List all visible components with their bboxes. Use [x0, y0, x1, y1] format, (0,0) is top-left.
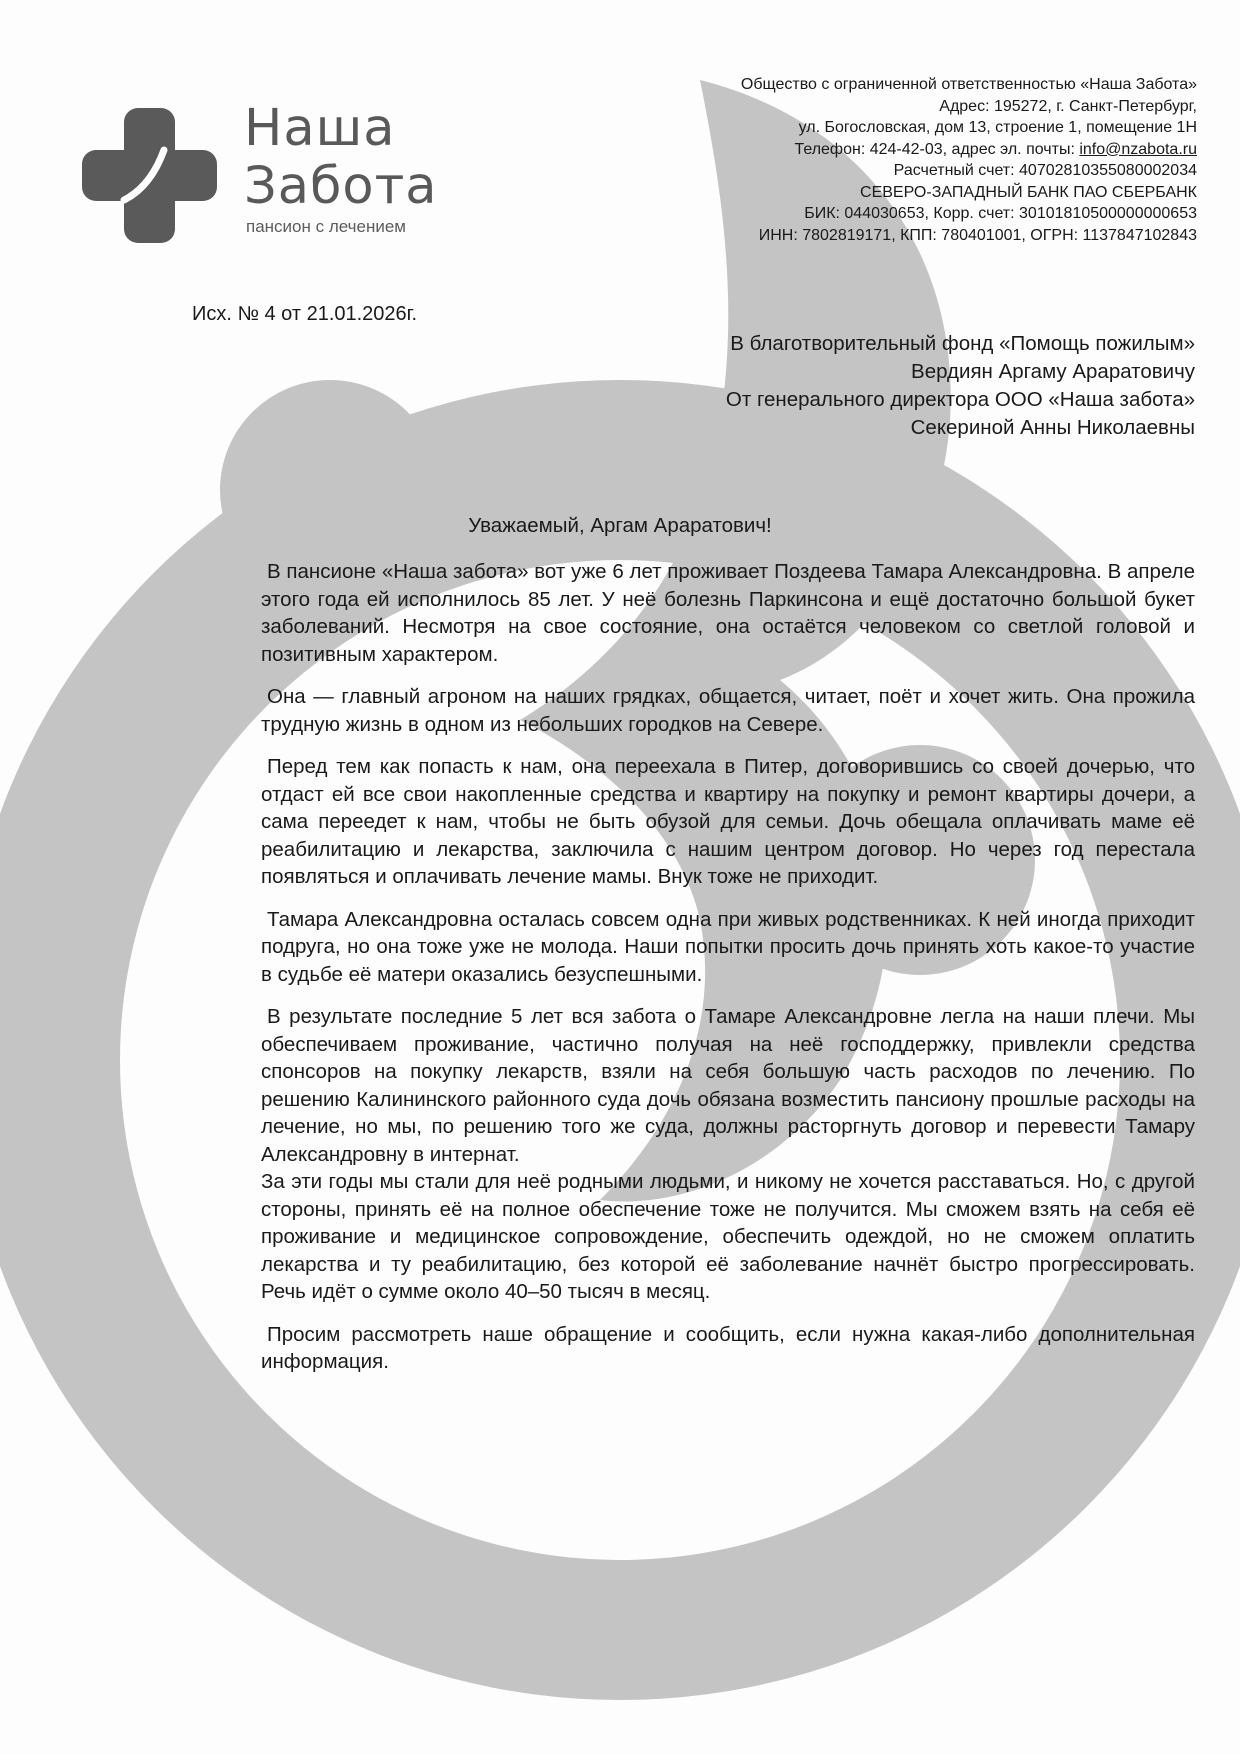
addressee-block	[726, 330, 1195, 442]
paragraph-6: За эти годы мы стали для неё родными людьми, и никому не хочется расставаться. Но, с другой стороны, принять её на полное обеспечение тоже не получится. Мы сможем взять на себя её проживание и медицинское сопровождение, обеспечить одеждой, но не сможем оплатить лекарства и ту реабилитацию, без которой её заболевание начнёт быстро прогрессировать. Речь идёт о сумме около 40–50 тысяч в месяц.	[261, 1170, 1195, 1303]
paragraph-2: Она — главный агроном на наших грядках, общается, читает, поёт и хочет жить. Она прожила трудную жизнь в одном из небольших городков на Севере.	[261, 685, 1195, 736]
letter-body	[261, 558, 1195, 1391]
requisites-company: Общество с ограниченной ответственностью «Наша Забота»	[740, 76, 1197, 93]
logo-name-line1: Наша	[244, 99, 396, 158]
requisites-email-link[interactable]: info@nzabota.ru	[1079, 140, 1197, 158]
requisites-address-2: ул. Богословская, дом 13, строение 1, помещение 1Н	[798, 119, 1197, 136]
requisites-bik: БИК: 044030653, Корр. счет: 30101810500000000653	[804, 205, 1197, 222]
logo-name-line2: Забота	[244, 157, 438, 216]
requisites-bank: СЕВЕРО-ЗАПАДНЫЙ БАНК ПАО СБЕРБАНК	[860, 183, 1197, 201]
logo-tagline: пансион с лечением	[246, 217, 406, 236]
greeting: Уважаемый, Аргам Араратович!	[468, 514, 772, 537]
paragraph-1: В пансионе «Наша забота» вот уже 6 лет проживает Поздеева Тамара Александровна. В апреле этого года ей исполнилось 85 лет. У неё болезнь Паркинсона и ещё достаточно большой букет заболеваний. Несмотря на свое состояние, она остаётся человеком со светлой головой и позитивным характером.	[261, 560, 1195, 666]
company-requisites	[741, 74, 1197, 246]
requisites-account: Расчетный счет: 40702810355080002034	[893, 162, 1197, 179]
paragraph-4: Тамара Александровна осталась совсем одна при живых родственниках. К ней иногда приходит подруга, но она тоже уже не молода. Наши попытки просить дочь принять хоть какое-то участие в судьбе её матери оказались безуспешными.	[261, 907, 1195, 986]
paragraph-3: Перед тем как попасть к нам, она переехала в Питер, договорившись со своей дочерью, что отдаст ей все свои накопленные средства и квартиру на покупку и ремонт квартиры дочери, а сама переедет к нам, чтобы не быть обузой для семьи. Дочь обещала оплачивать маме её реабилитацию и лекарства, заключила с нашим центром договор. Но через год перестала появляться и оплачивать лечение мамы. Внук тоже не приходит.	[261, 755, 1195, 888]
requisites-contacts	[741, 139, 1197, 161]
outgoing-number: Исх. № 4 от 21.01.2026г.	[192, 303, 418, 325]
logo-wordmark	[244, 100, 438, 216]
addressee-line3: От генерального директора ООО «Наша забота»	[725, 388, 1195, 411]
requisites-inn: ИНН: 7802819171, КПП: 780401001, ОГРН: 1137847102843	[758, 226, 1197, 244]
paragraph-5: В результате последние 5 лет вся забота о Тамаре Александровне легла на наши плечи. Мы обеспечиваем проживание, частично получая на неё господдержку, привлекли средства спонсоров на покупку лекарств, взяли на себя большую часть расходов по лечению. По решению Калининского районного суда дочь обязана возместить пансиону прошлые расходы на лечение, но мы, по решению того же суда, должны расторгнуть договор и перевести Тамару Александровну в интернат.	[261, 1005, 1195, 1166]
addressee-line4: Секериной Анны Николаевны	[910, 416, 1195, 439]
addressee-line1: В благотворительный фонд «Помощь пожилым»	[730, 332, 1195, 355]
requisites-address-1: Адрес: 195272, г. Санкт-Петербург,	[939, 97, 1197, 115]
requisites-phone: Телефон: 424-42-03, адрес эл. почты:	[794, 140, 1080, 158]
paragraph-7: Просим рассмотреть наше обращение и сообщить, если нужна какая-либо дополнительная информация.	[261, 1322, 1195, 1373]
company-logo	[82, 100, 462, 250]
addressee-line2: Вердиян Аргаму Араратовичу	[911, 360, 1195, 383]
medical-cross-icon	[82, 108, 217, 243]
